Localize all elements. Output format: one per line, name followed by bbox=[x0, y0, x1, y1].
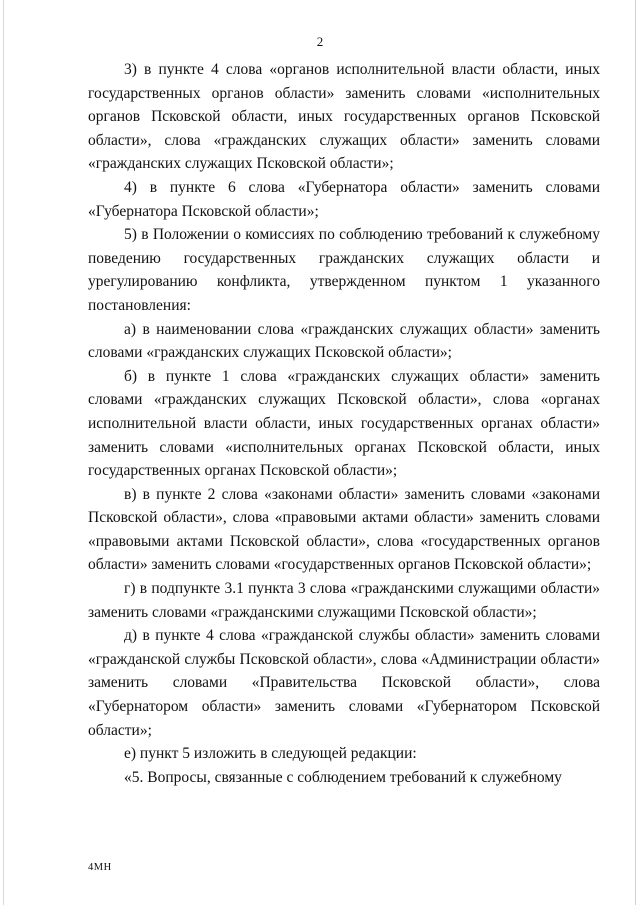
paragraph-subitem-a: а) в наименовании слова «гражданских служащих области» заменить словами «гражданских служащих Псковской области»; bbox=[88, 320, 600, 362]
scan-edge-left bbox=[3, 0, 4, 905]
paragraph-subitem-b: б) в пункте 1 слова «гражданских служащих области» заменить словами «гражданских служащих Псковской области», слова «органах исполнительной власти области, иных государственных органах области» заменить словами «исполнительных органах Псковской области, иных государственных органах Псковской области»; bbox=[88, 367, 600, 480]
paragraph-subitem-v: в) в пункте 2 слова «законами области» заменить словами «законами Псковской области», слова «правовыми актами области» заменить словами «правовыми актами Псковской области», слова «государственных органов области» заменить словами «государственных органов Псковской области»; bbox=[88, 485, 600, 574]
paragraph-quoted-item-5: «5. Вопросы, связанные с соблюдением требований к служебному bbox=[124, 768, 562, 786]
paragraph-item-3: 3) в пункте 4 слова «органов исполнительной власти области, иных государственных органов области» заменить словами «исполнительных органов Псковской области, иных государственных органов Псковской области», слова «гражданских служащих области» заменить словами «гражданских служащих Псковской области»; bbox=[88, 61, 600, 173]
paragraph-subitem-d: д) в пункте 4 слова «гражданской службы области» заменить словами «гражданской службы Псковской области», слова «Администрации области» заменить словами «Правительства Псковской области», слова «Губернатором области» заменить словами «Губернатором Псковской области»; bbox=[88, 627, 600, 739]
scan-edge-right bbox=[635, 0, 636, 905]
paragraph-item-4: 4) в пункте 6 слова «Губернатора области» заменить словами «Губернатора Псковской области»; bbox=[88, 178, 600, 220]
paragraph-subitem-e: е) пункт 5 изложить в следующей редакции: bbox=[124, 745, 417, 763]
paragraph-item-5: 5) в Положении о комиссиях по соблюдению требований к служебному поведению государственных гражданских служащих области и урегулированию конфликта, утвержденном пунктом 1 указанного постановления: bbox=[88, 226, 600, 314]
footer-code: 4МН bbox=[88, 862, 112, 873]
document-body bbox=[88, 58, 600, 789]
paragraph-subitem-g: г) в подпункте 3.1 пункта 3 слова «гражданскими служащими области» заменить словами «гражданскими служащими Псковской области»; bbox=[88, 580, 600, 621]
page-number: 2 bbox=[316, 34, 324, 49]
